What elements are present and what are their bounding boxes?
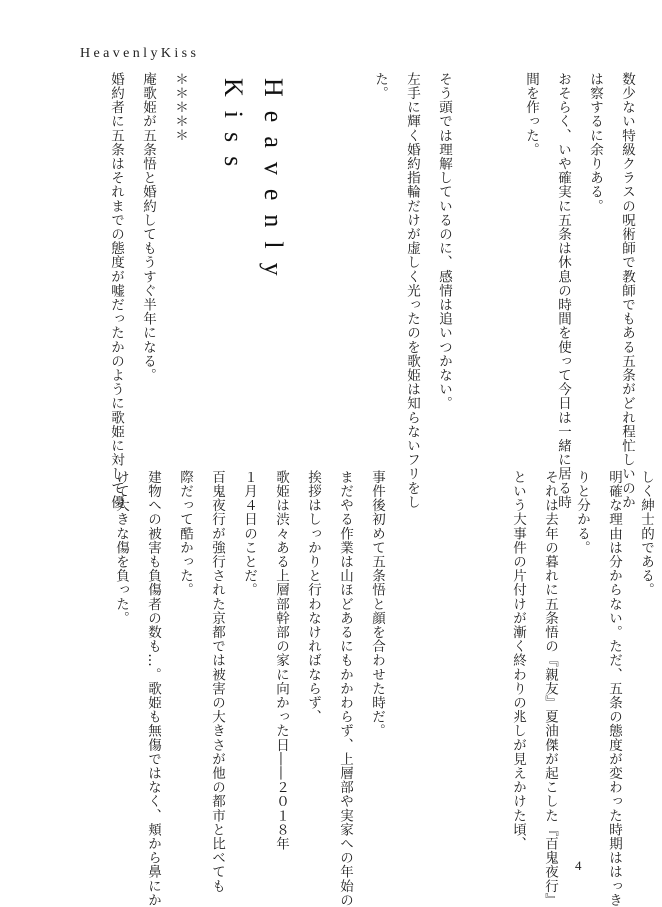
text-line: 際だって酷かった。 [177,470,193,597]
text-line: は察するに余りある。 [587,72,603,213]
text-line: １月４日のことだ。 [241,470,257,597]
text-line: という大事件の片付けが漸く終わりの兆しが見えかけた頃、 [510,470,526,851]
text-line: 左手に輝く婚約指輪だけが虚しく光ったのを歌姫は知らないフリをし [404,72,420,510]
text-line: 建物への被害も負傷者の数も…。歌姫も無傷ではなく、頬から鼻にか [145,470,161,907]
text-line: 間を作った。 [523,72,539,157]
page-number: 4 [575,858,582,873]
text-line: けて大きな傷を負った。 [113,470,129,626]
running-header: HeavenlyKiss [80,46,200,61]
text-line: 歌姫は渋々ある上層部幹部の家に向かった日――２０１８年 [273,470,289,851]
text-line: おそらく、いや確実に五条は休息の時間を使って今日は一緒に居る時 [555,72,571,510]
text-line: まだやる作業は山ほどあるにもかかわらず、上層部や実家への年始の [337,470,353,907]
text-line: 百鬼夜行が強行された京都では被害の大きさが他の都市と比べても [209,470,225,893]
text-block-upper-left [364,72,460,509]
text-block-story-start [100,72,196,509]
text-line: 挨拶はしっかりと行わなければならず、 [305,470,321,724]
text-block-lower-right [502,470,662,907]
scene-break: ＊＊＊＊＊ [172,72,188,143]
text-line: 数少ない特級クラスの呪術師で教師でもある五条がどれ程忙しいのか [619,72,635,510]
text-block-lower-left [105,470,393,907]
chapter-title: Heavenly Kiss [219,78,288,290]
text-line: 庵歌姫が五条悟と婚約してもうすぐ半年になる。 [140,72,156,383]
text-line: 婚約者に五条はそれまでの態度が嘘だったかのように歌姫に対して優 [108,72,124,510]
text-line: そう頭では理解しているのに、感情は追いつかない。 [436,72,452,411]
text-line: しく紳士的である。 [638,470,654,597]
text-line: それは去年の暮れに五条悟の『親友』夏油傑が起こした『百鬼夜行』 [542,470,558,907]
text-line: 明確な理由は分からない。ただ、五条の態度が変わった時期ははっき [606,470,622,907]
text-line: 事件後初めて五条悟と顔を合わせた時だ。 [369,470,385,738]
text-block-upper-right [515,72,643,509]
text-line: た。 [372,72,388,101]
text-line: りと分かる。 [574,470,590,555]
